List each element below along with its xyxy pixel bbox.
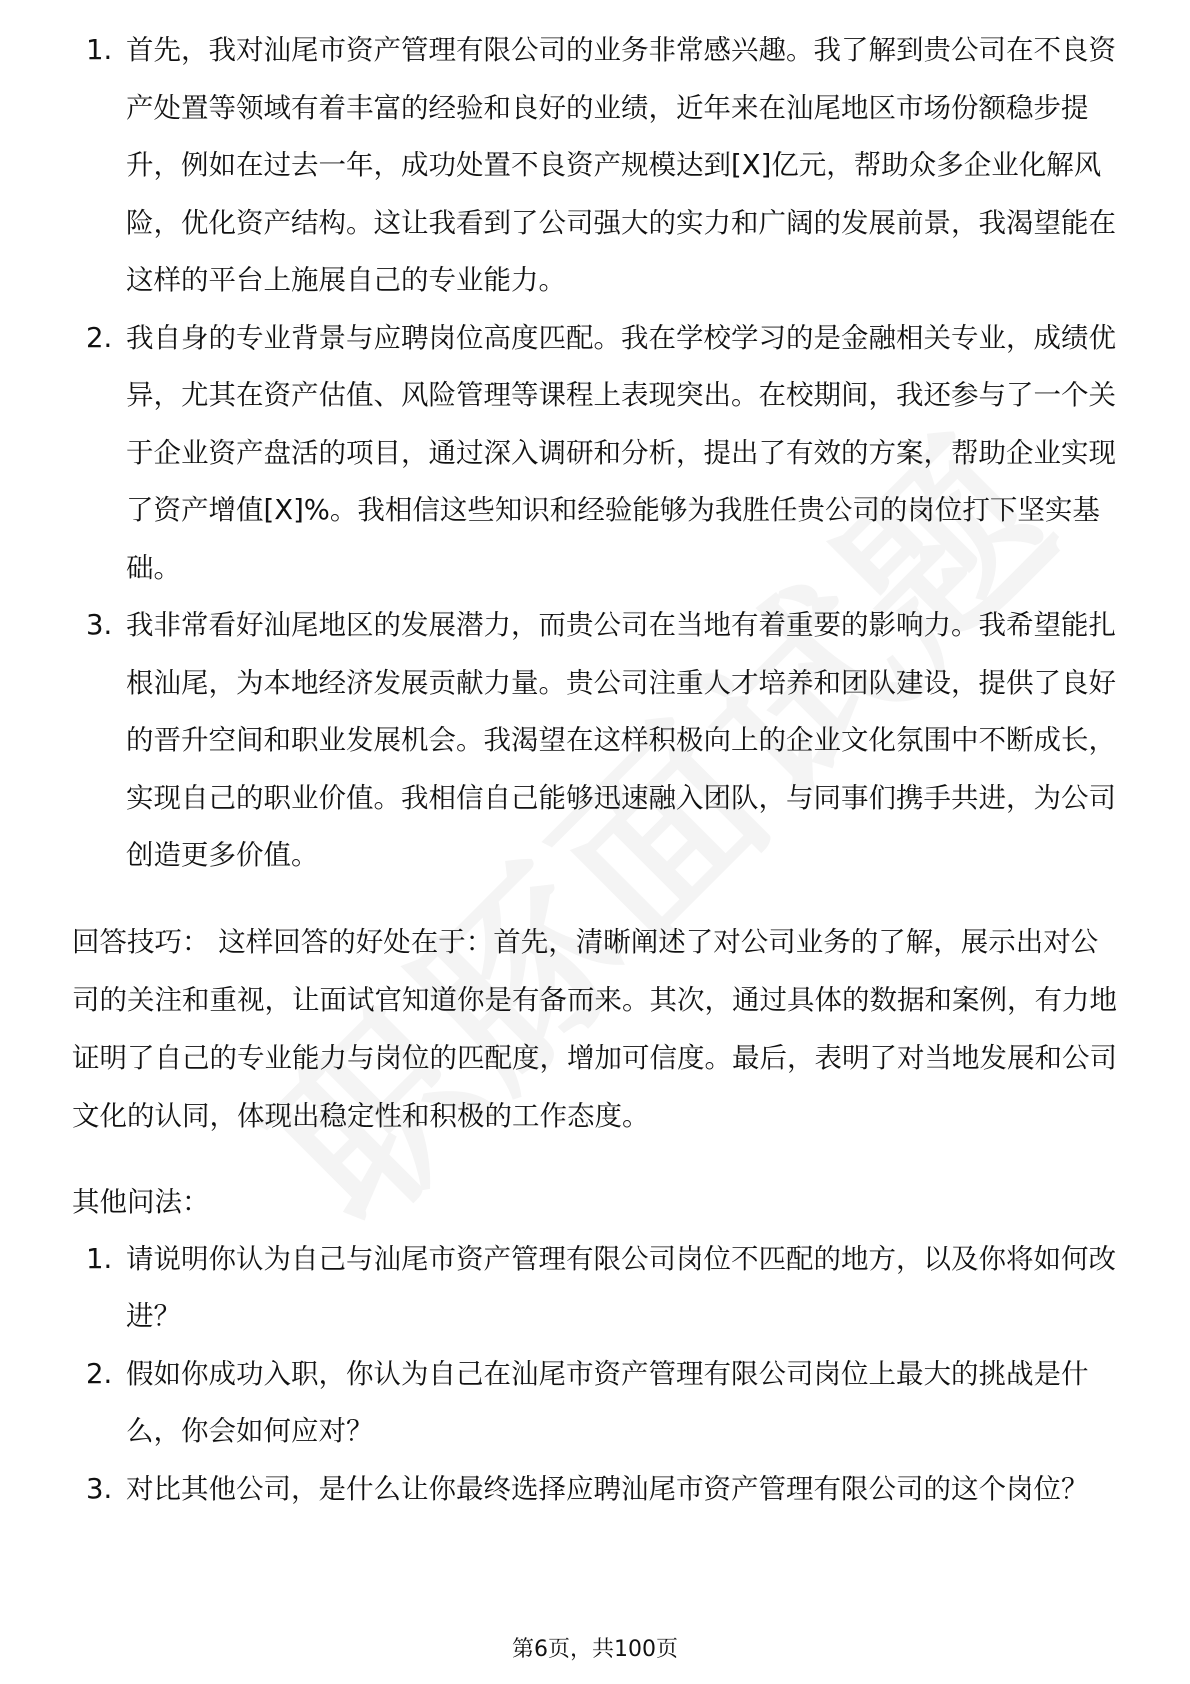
list-item-number: 3. — [86, 609, 113, 641]
page-footer: 第6页，共100页 — [512, 1637, 678, 1662]
list-item-number: 1. — [86, 34, 113, 66]
list-item-text: 请说明你认为自己与汕尾市资产管理有限公司岗位不匹配的地方，以及你将如何改进？ — [126, 1242, 1116, 1332]
list-item — [72, 597, 1122, 885]
answer-tips: 回答技巧： 这样回答的好处在于：首先，清晰阐述了对公司业务的了解，展示出对公司的关注和重视，让面试官知道你是有备而来。其次，通过具体的数据和案例，有力地证明了自己的专业能力与岗位的匹配度，增加可信度。最后，表明了对当地发展和公司文化的认同，体现出稳定性和积极的工作态度。 — [72, 925, 1117, 1132]
list-item — [72, 310, 1122, 598]
list-item-text: 我非常看好汕尾地区的发展潜力，而贵公司在当地有着重要的影响力。我希望能扎根汕尾，为本地经济发展贡献力量。贵公司注重人才培养和团队建设，提供了良好的晋升空间和职业发展机会。我渴望在这样积极向上的企业文化氛围中不断成长，实现自己的职业价值。我相信自己能够迅速融入团队，与同事们携手共进，为公司创造更多价值。 — [126, 609, 1116, 871]
other-questions-list — [72, 1231, 1122, 1519]
list-item-text: 假如你成功入职，你认为自己在汕尾市资产管理有限公司岗位上最大的挑战是什么，你会如何应对？ — [126, 1357, 1089, 1447]
list-item-number: 1. — [86, 1242, 113, 1275]
list-item-text: 我自身的专业背景与应聘岗位高度匹配。我在学校学习的是金融相关专业，成绩优异，尤其在资产估值、风险管理等课程上表现突出。在校期间，我还参与了一个关于企业资产盘活的项目，通过深入调研和分析，提出了有效的方案，帮助企业实现了资产增值[X]%。我相信这些知识和经验能够为我胜任贵公司的岗位打下坚实基础。 — [126, 321, 1116, 584]
list-item-number: 2. — [86, 1357, 113, 1390]
list-item-text: 对比其他公司，是什么让你最终选择应聘汕尾市资产管理有限公司的这个岗位？ — [126, 1472, 1089, 1505]
list-item-number: 3. — [86, 1472, 113, 1505]
other-questions-label: 其他问法： — [72, 1185, 210, 1218]
list-item — [72, 1231, 1122, 1346]
list-item — [72, 22, 1122, 310]
list-item-text: 首先，我对汕尾市资产管理有限公司的业务非常感兴趣。我了解到贵公司在不良资产处置等领域有着丰富的经验和良好的业绩，近年来在汕尾地区市场份额稳步提升，例如在过去一年，成功处置不良资产规模达到[X]亿元，帮助众多企业化解风险，优化资产结构。这让我看到了公司强大的实力和广阔的发展前景，我渴望能在这样的平台上施展自己的专业能力。 — [126, 34, 1116, 296]
answer-list — [72, 22, 1122, 885]
list-item — [72, 1346, 1122, 1461]
list-item-number: 2. — [86, 321, 113, 354]
list-item — [72, 1461, 1122, 1519]
page-content — [72, 22, 1122, 1518]
